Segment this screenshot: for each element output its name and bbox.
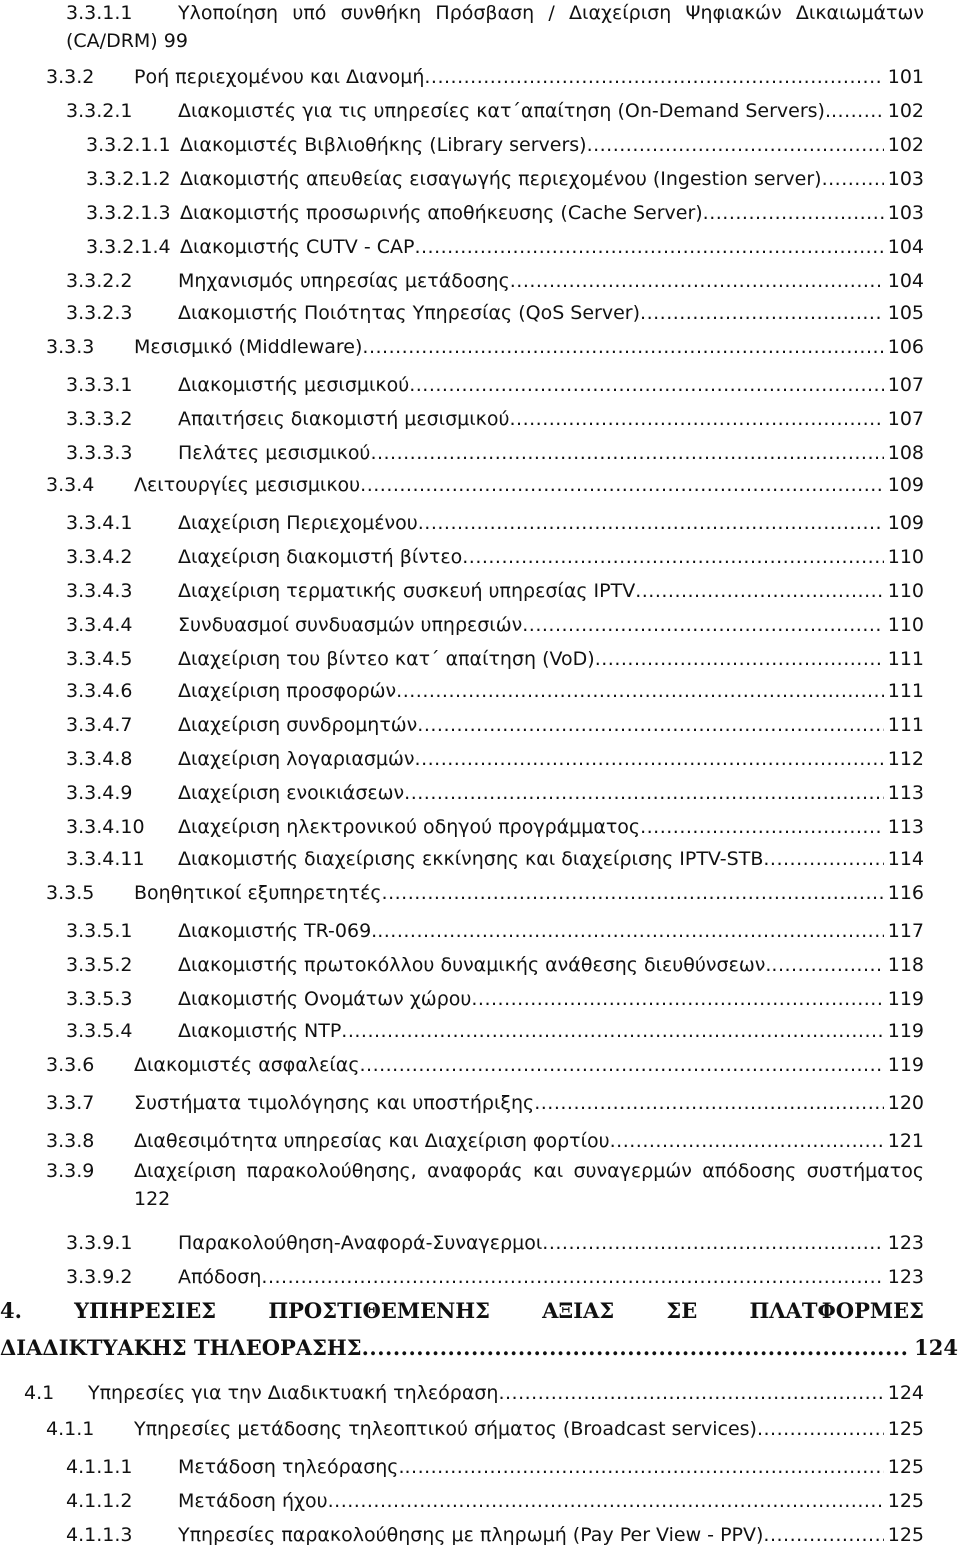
toc-entry-title: Διακομιστής Ποιότητας Υπηρεσίας (QoS Server) — [178, 302, 641, 324]
toc-entry-title: Διακομιστής προσωρινής αποθήκευσης (Cache Server) — [180, 202, 703, 224]
toc-entry-page: 125 — [887, 1524, 924, 1545]
toc-entry-number: 3.3.2.2 — [66, 270, 133, 292]
toc-entry-page: 117 — [887, 920, 924, 942]
toc-leader-dots — [542, 1232, 883, 1254]
toc-chapter-4[interactable] — [0, 1298, 958, 1360]
toc-entry-3-3-2-1-2[interactable] — [86, 162, 924, 190]
toc-leader-dots — [415, 748, 884, 770]
toc-entry-number: 3.3.9.1 — [66, 1232, 133, 1254]
toc-entry-title: Βοηθητικοί εξυπηρετητές — [134, 882, 382, 904]
toc-entry-4-1-1-1[interactable] — [66, 1450, 924, 1478]
toc-entry-3-3-4-4[interactable] — [66, 608, 924, 636]
toc-entry-number: 3.3.4.6 — [66, 680, 133, 702]
toc-leader-dots — [635, 580, 884, 602]
toc-leader-dots — [640, 302, 884, 324]
toc-entry-title: Διαθεσιμότητα υπηρεσίας και Διαχείριση φορτίου — [134, 1130, 610, 1152]
toc-entry-title: Μεσισμικό (Middleware) — [134, 336, 363, 358]
toc-leader-dots — [595, 648, 884, 670]
toc-entry-3-3-2-1-4[interactable] — [86, 230, 924, 258]
toc-entry-page: 107 — [887, 408, 924, 430]
toc-entry-page: 116 — [887, 882, 924, 904]
chapter-title-word: ΑΞΙΑΣ — [542, 1298, 615, 1323]
toc-entry-number: 3.3.4.3 — [66, 580, 133, 602]
toc-entry-title: Διαχείριση παρακολούθησης, αναφοράς και συναγερμών απόδοσης συστήματος — [134, 1160, 924, 1182]
toc-entry-title: Μετάδοση ήχου — [178, 1490, 328, 1512]
toc-leader-dots — [610, 1130, 884, 1152]
toc-leader-dots — [510, 408, 884, 430]
toc-entry-number: 3.3.8 — [46, 1130, 95, 1152]
toc-leader-dots — [341, 1020, 883, 1042]
toc-leader-dots — [360, 474, 884, 496]
toc-entry-number: 3.3.3.2 — [66, 408, 133, 430]
toc-entry-title: Λειτουργίες μεσισμικου — [134, 474, 361, 496]
toc-entry-page: 102 — [887, 100, 924, 122]
toc-entry-page: 125 — [887, 1418, 924, 1440]
toc-leader-dots — [417, 714, 883, 736]
toc-entry-3-3-4-1[interactable] — [66, 506, 924, 534]
toc-leader-dots — [757, 1418, 884, 1440]
toc-entry-title: Διακομιστές Βιβλιοθήκης (Library servers) — [180, 134, 587, 156]
toc-entry-3-3-5-4[interactable] — [66, 1014, 924, 1042]
toc-entry-page: 110 — [887, 580, 924, 602]
toc-leader-dots — [359, 1054, 883, 1076]
toc-entry-3-3-5-1[interactable] — [66, 914, 924, 942]
chapter-title-word: ΠΛΑΤΦΟΡΜΕΣ — [749, 1298, 924, 1323]
toc-leader-dots — [328, 1490, 884, 1512]
toc-entry-page: 103 — [887, 168, 924, 190]
toc-entry-number: 3.3.4.8 — [66, 748, 133, 770]
toc-entry-number: 3.3.3.1 — [66, 374, 133, 396]
toc-leader-dots — [822, 168, 884, 190]
toc-entry-page: 110 — [887, 614, 924, 636]
toc-entry-number: 3.3.4.4 — [66, 614, 133, 636]
chapter-title-line1 — [0, 1298, 924, 1328]
toc-entry-3-3-2-1-1[interactable] — [86, 128, 924, 156]
toc-entry-page: 119 — [887, 1054, 924, 1076]
toc-entry-number: 3.3.4.10 — [66, 816, 145, 838]
toc-leader-dots — [763, 1524, 883, 1545]
toc-entry-title: Μηχανισμός υπηρεσίας μετάδοσης — [178, 270, 510, 292]
toc-leader-dots — [382, 882, 884, 904]
toc-entry-title: Διαχείριση ενοικιάσεων — [178, 782, 405, 804]
toc-entry-page: 125 — [887, 1456, 924, 1478]
toc-entry-3-3-2[interactable] — [46, 60, 924, 88]
toc-entry-page: 113 — [887, 816, 924, 838]
toc-leader-dots — [396, 680, 884, 702]
toc-entry-3-3-2-1-3[interactable] — [86, 196, 924, 224]
toc-leader-dots — [522, 614, 883, 636]
toc-entry-number: 3.3.2 — [46, 66, 95, 88]
toc-entry-number: 3.3.3 — [46, 336, 95, 358]
toc-entry-title: Διαχείριση συνδρομητών — [178, 714, 418, 736]
toc-entry-number: 3.3.5.3 — [66, 988, 133, 1010]
toc-entry-number: 3.3.4.2 — [66, 546, 133, 568]
toc-entry-page: 111 — [887, 714, 924, 736]
toc-entry-page: 106 — [887, 336, 924, 358]
toc-entry-title: Διακομιστές για τις υπηρεσίες κατ΄απαίτηση (On-Demand Servers). — [178, 100, 831, 122]
toc-entry-page: 112 — [887, 748, 924, 770]
toc-entry-title: Διακομιστής απευθείας εισαγωγής περιεχομένου (Ingestion server) — [180, 168, 822, 190]
toc-leader-dots — [534, 1092, 884, 1114]
toc-entry-page: 102 — [887, 134, 924, 156]
toc-entry-title: Διαχείριση τερματικής συσκευή υπηρεσίας IPTV — [178, 580, 636, 602]
toc-entry-3-3-1-1[interactable] — [66, 2, 924, 58]
toc-entry-title: Υλοποίηση υπό συνθήκη Πρόσβαση / Διαχείριση Ψηφιακών Δικαιωμάτων — [178, 2, 924, 24]
toc-entry-title: Πελάτες μεσισμικού — [178, 442, 371, 464]
toc-entry-title: Διαχείριση ηλεκτρονικού οδηγού προγράμματος — [178, 816, 641, 838]
toc-entry-number: 3.3.4.7 — [66, 714, 133, 736]
toc-entry-page: 110 — [887, 546, 924, 568]
toc-entry-page: 113 — [887, 782, 924, 804]
toc-entry-title: Διαχείριση διακομιστή βίντεο — [178, 546, 463, 568]
toc-entry-page: 111 — [887, 648, 924, 670]
toc-leader-dots — [831, 100, 884, 122]
toc-entry-3-3-5-3[interactable] — [66, 982, 924, 1010]
toc-entry-3-3-7[interactable] — [46, 1086, 924, 1114]
toc-entry-page: 119 — [887, 988, 924, 1010]
toc-leader-dots — [261, 1266, 883, 1288]
toc-leader-dots — [640, 816, 884, 838]
toc-entry-title: Συστήματα τιμολόγησης και υποστήριξης — [134, 1092, 535, 1114]
toc-leader-dots — [471, 988, 883, 1010]
toc-entry-3-3-9[interactable] — [46, 1160, 924, 1216]
toc-leader-dots — [404, 1456, 883, 1478]
toc-entry-3-3-6[interactable] — [46, 1048, 924, 1076]
toc-leader-dots — [587, 134, 884, 156]
toc-entry-number: 3.3.7 — [46, 1092, 95, 1114]
toc-entry-number: 3.3.4 — [46, 474, 95, 496]
toc-leader-dots — [377, 920, 884, 942]
toc-entry-number: 4.1.1.2 — [66, 1490, 133, 1512]
toc-entry-page: 109 — [887, 474, 924, 496]
toc-entry-page: 118 — [887, 954, 924, 976]
toc-entry-number: 3.3.4.1 — [66, 512, 133, 534]
toc-entry-page: 108 — [887, 442, 924, 464]
chapter-title-word: 4. — [0, 1298, 22, 1323]
toc-entry-page: 104 — [887, 270, 924, 292]
toc-entry-3-3-9-2[interactable] — [66, 1260, 924, 1288]
toc-entry-4-1-1-2[interactable] — [66, 1484, 924, 1512]
toc-leader-dots — [362, 1335, 911, 1360]
toc-entry-number: 4.1 — [24, 1382, 55, 1404]
toc-entry-page: 104 — [887, 236, 924, 258]
toc-entry-title: Διαχείριση του βίντεο κατ΄ απαίτηση (VoD) — [178, 648, 595, 670]
toc-entry-page: 120 — [887, 1092, 924, 1114]
toc-entry-number: 3.3.2.1.4 — [86, 236, 171, 258]
toc-entry-title: Διακομιστής πρωτοκόλλου δυναμικής ανάθεσης διευθύνσεων. — [178, 954, 772, 976]
toc-entry-title: Διακομιστής CUTV - CAP — [180, 236, 415, 258]
toc-entry-4-1-1-3[interactable] — [66, 1518, 924, 1545]
toc-entry-3-3-9-1[interactable] — [66, 1226, 924, 1254]
toc-entry-title: Μετάδοση τηλεόρασης. — [178, 1456, 405, 1478]
chapter-title-word: ΣΕ — [666, 1298, 698, 1323]
toc-entry-3-3-4-8[interactable] — [66, 742, 924, 770]
toc-entry-number: 3.3.9 — [46, 1160, 95, 1182]
toc-entry-page: 122 — [134, 1188, 171, 1210]
toc-entry-4-1[interactable] — [24, 1376, 924, 1404]
toc-entry-number: 3.3.2.1.3 — [86, 202, 171, 224]
chapter-title-word: ΥΠΗΡΕΣΙΕΣ — [74, 1298, 217, 1323]
toc-entry-3-3-3-3[interactable] — [66, 436, 924, 464]
toc-entry-3-3-5-2[interactable] — [66, 948, 924, 976]
toc-leader-dots — [370, 442, 883, 464]
toc-entry-title: Διακομιστής διαχείρισης εκκίνησης και διαχείρισης IPTV-STB — [178, 848, 764, 870]
toc-entry-title: Απαιτήσεις διακομιστή μεσισμικού — [178, 408, 510, 430]
toc-entry-number: 3.3.2.1.2 — [86, 168, 171, 190]
toc-entry-3-3-2-2[interactable] — [66, 264, 924, 292]
toc-entry-title: Παρακολούθηση-Αναφορά-Συναγερμοι — [178, 1232, 543, 1254]
toc-entry-3-3-3-2[interactable] — [66, 402, 924, 430]
toc-entry-number: 3.3.6 — [46, 1054, 95, 1076]
toc-entry-page: 119 — [887, 1020, 924, 1042]
toc-entry-number: 4.1.1.3 — [66, 1524, 133, 1545]
toc-leader-dots — [771, 954, 883, 976]
toc-leader-dots — [362, 336, 883, 358]
toc-entry-page: 101 — [887, 66, 924, 88]
toc-entry-4-1-1[interactable] — [46, 1412, 924, 1440]
toc-entry-number: 3.3.3.3 — [66, 442, 133, 464]
toc-leader-dots — [763, 848, 883, 870]
toc-entry-title: Υπηρεσίες για την Διαδικτυακή τηλεόραση — [88, 1382, 499, 1404]
toc-entry-page: 109 — [887, 512, 924, 534]
toc-entry-number: 3.3.5 — [46, 882, 95, 904]
toc-entry-number: 3.3.4.9 — [66, 782, 133, 804]
toc-entry-3-3-2-1[interactable] — [66, 94, 924, 122]
toc-entry-page: 111 — [887, 680, 924, 702]
toc-entry-title: Διακομιστής μεσισμικού — [178, 374, 410, 396]
toc-entry-3-3-4-6[interactable] — [66, 674, 924, 702]
toc-entry-3-3-4-11[interactable] — [66, 842, 924, 870]
toc-entry-number: 4.1.1.1 — [66, 1456, 133, 1478]
toc-entry-number: 3.3.5.1 — [66, 920, 133, 942]
toc-entry-title: Διαχείριση Περιεχομένου — [178, 512, 418, 534]
toc-entry-number: 3.3.5.4 — [66, 1020, 133, 1042]
toc-entry-title: Ροή περιεχομένου και Διανομή — [134, 66, 425, 88]
toc-entry-number: 3.3.5.2 — [66, 954, 133, 976]
toc-entry-3-3-4-3[interactable] — [66, 574, 924, 602]
toc-entry-3-3-4[interactable] — [46, 468, 924, 496]
toc-entry-3-3-8[interactable] — [46, 1124, 924, 1152]
toc-entry-3-3-2-3[interactable] — [66, 296, 924, 324]
toc-entry-page: 114 — [887, 848, 924, 870]
toc-entry-number: 3.3.4.11 — [66, 848, 145, 870]
toc-entry-page: 103 — [887, 202, 924, 224]
toc-leader-dots — [414, 236, 883, 258]
toc-entry-3-3-5[interactable] — [46, 876, 924, 904]
toc-entry-number: 3.3.9.2 — [66, 1266, 133, 1288]
toc-entry-title: Διακομιστής TR-069. — [178, 920, 378, 942]
toc-entry-title: Διαχείριση λογαριασμών — [178, 748, 415, 770]
toc-entry-page: 107 — [887, 374, 924, 396]
toc-entry-number: 4.1.1 — [46, 1418, 95, 1440]
toc-entry-title: Υπηρεσίες μετάδοσης τηλεοπτικού σήματος (Broadcast services) — [134, 1418, 757, 1440]
toc-entry-title: Διακομιστής Ονομάτων χώρου — [178, 988, 472, 1010]
toc-entry-title: Διακομιστής NTP — [178, 1020, 342, 1042]
toc-leader-dots — [418, 512, 884, 534]
toc-entry-page: 124 — [887, 1382, 924, 1404]
chapter-title-word: ΠΡΟΣΤΙΘΕΜΕΝΗΣ — [268, 1298, 490, 1323]
toc-entry-3-3-4-2[interactable] — [66, 540, 924, 568]
toc-entry-3-3-3[interactable] — [46, 330, 924, 358]
toc-leader-dots — [703, 202, 884, 224]
chapter-title-line2: ΔΙΑΔΙΚΤΥΑΚΗΣ ΤΗΛΕΟΡΑΣΗΣ — [0, 1335, 362, 1360]
toc-entry-page: 125 — [887, 1490, 924, 1512]
toc-entry-number: 3.3.2.3 — [66, 302, 133, 324]
toc-entry-3-3-4-9[interactable] — [66, 776, 924, 804]
toc-leader-dots — [404, 782, 884, 804]
toc-leader-dots — [409, 374, 884, 396]
toc-entry-number: 3.3.4.5 — [66, 648, 133, 670]
toc-entry-3-3-4-5[interactable] — [66, 642, 924, 670]
toc-entry-3-3-4-10[interactable] — [66, 810, 924, 838]
toc-entry-3-3-4-7[interactable] — [66, 708, 924, 736]
toc-entry-number: 3.3.2.1.1 — [86, 134, 171, 156]
toc-leader-dots — [510, 270, 884, 292]
toc-entry-title-continuation: (CA/DRM) 99 — [66, 30, 188, 52]
toc-entry-title: Συνδυασμοί συνδυασμών υπηρεσιών — [178, 614, 523, 636]
toc-entry-title: Υπηρεσίες παρακολούθησης με πληρωμή (Pay Per View - PPV) — [178, 1524, 764, 1545]
toc-entry-number: 3.3.2.1 — [66, 100, 133, 122]
toc-leader-dots — [462, 546, 884, 568]
toc-entry-title: Απόδοση — [178, 1266, 262, 1288]
toc-entry-page: 121 — [887, 1130, 924, 1152]
toc-entry-title: Διαχείριση προσφορών — [178, 680, 397, 702]
toc-entry-3-3-3-1[interactable] — [66, 368, 924, 396]
toc-entry-page: 123 — [887, 1266, 924, 1288]
toc-leader-dots — [424, 66, 883, 88]
toc-entry-title: Διακομιστές ασφαλείας — [134, 1054, 360, 1076]
toc-entry-number: 3.3.1.1 — [66, 2, 133, 24]
toc-entry-page: 123 — [887, 1232, 924, 1254]
toc-leader-dots — [498, 1382, 883, 1404]
toc-entry-page: 124 — [914, 1335, 958, 1360]
toc-entry-page: 105 — [887, 302, 924, 324]
